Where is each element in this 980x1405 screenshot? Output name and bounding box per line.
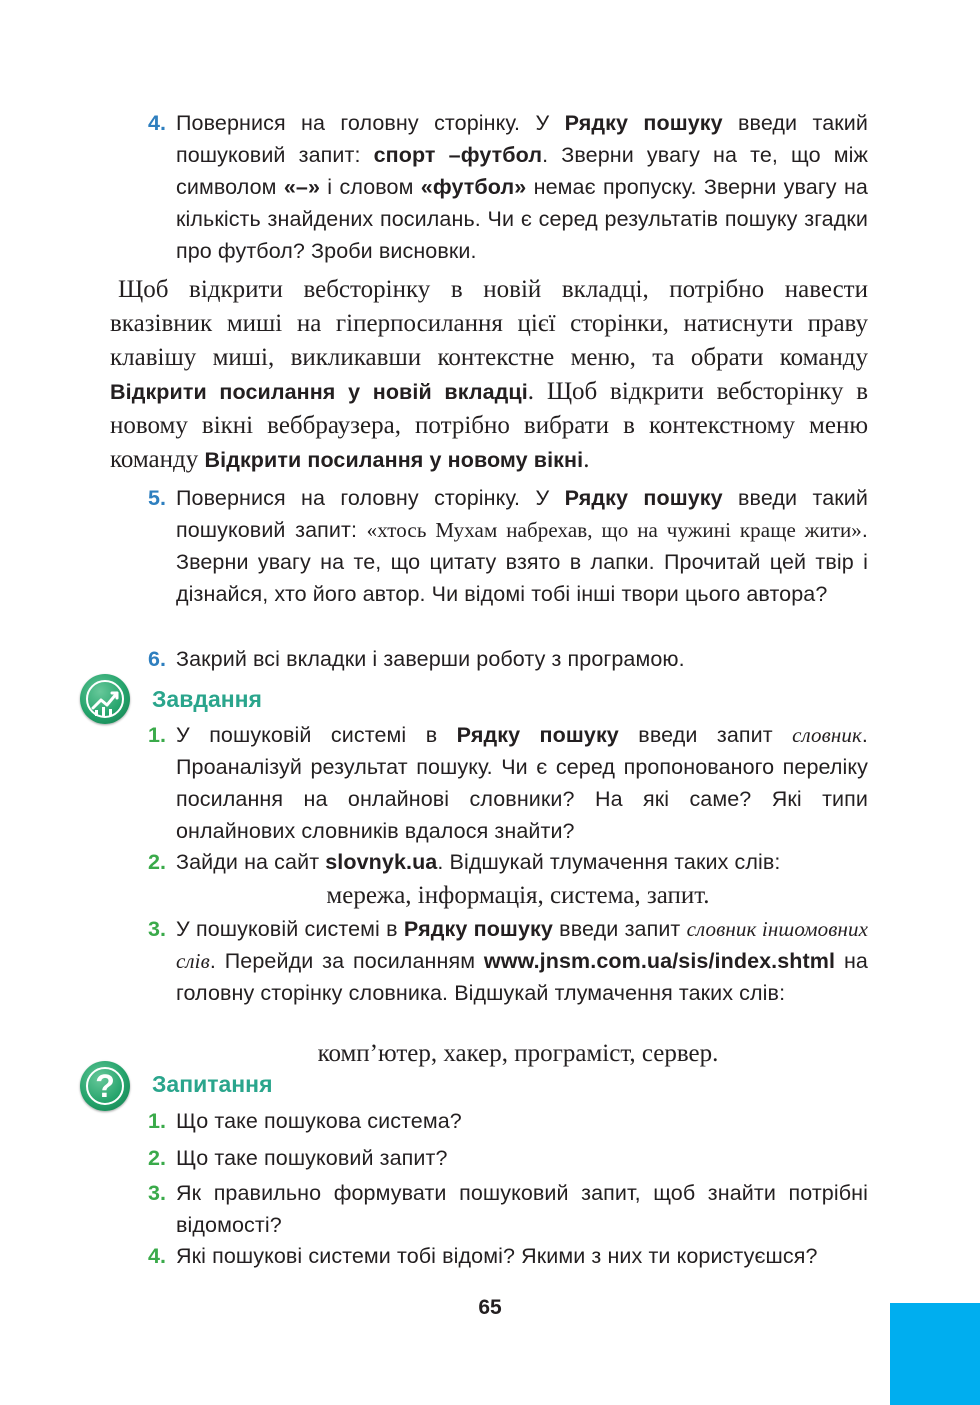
task-item-3 bbox=[148, 913, 868, 1009]
task-item-1 bbox=[148, 719, 868, 847]
list-item-6 bbox=[148, 643, 868, 675]
item-text: Що таке пошукова система? bbox=[176, 1109, 462, 1133]
item-number: 2. bbox=[148, 1146, 167, 1170]
question-item-4 bbox=[148, 1240, 878, 1272]
list-item-4 bbox=[148, 107, 868, 267]
item-text: У пошуковій системі в Рядку пошуку введи запит словник іншомовних слів. Перейди за посиланням www.jnsm.com.ua/sis/index.shtml на головну сторінку словника. Відшукай тлумачення таких слів: bbox=[176, 917, 868, 1005]
task-item-2 bbox=[148, 846, 868, 878]
page-edge-tab bbox=[890, 1303, 980, 1405]
page-number: 65 bbox=[478, 1296, 502, 1319]
item-text: Закрий всі вкладки і заверши роботу з програмою. bbox=[176, 647, 685, 671]
item-number: 2. bbox=[148, 850, 167, 874]
item-number: 3. bbox=[148, 1181, 167, 1205]
item-number: 5. bbox=[148, 486, 167, 510]
item-text: Як правильно формувати пошуковий запит, щоб знайти потрібні відомості? bbox=[176, 1181, 868, 1237]
item-number: 4. bbox=[148, 1244, 167, 1268]
list-item-5 bbox=[148, 482, 868, 610]
question-icon: ? bbox=[80, 1061, 130, 1111]
item-number: 3. bbox=[148, 917, 167, 941]
item-text: Повернися на головну сторінку. У Рядку пошуку введи такий пошуковий запит: спорт –футбол. Зверни увагу на те, що між символом «–» і словом «футбол» немає пропуску. Зверни увагу на кількість знайдених посилань. Чи є серед результатів пошуку згадки про футбол? Зроби висновки. bbox=[176, 111, 869, 263]
word-list-2: комп’ютер, хакер, програміст, сервер. bbox=[317, 1040, 719, 1067]
item-number: 6. bbox=[148, 647, 167, 671]
item-text: Які пошукові системи тобі відомі? Якими з них ти користуєшся? bbox=[176, 1244, 818, 1268]
question-item-2 bbox=[148, 1142, 868, 1174]
item-number: 4. bbox=[148, 111, 167, 135]
questions-heading: Запитання bbox=[152, 1071, 273, 1097]
word-list-1: мережа, інформація, система, запит. bbox=[326, 882, 710, 909]
item-text: Повернися на головну сторінку. У Рядку пошуку введи такий пошуковий запит: «хтось Мухам набрехав, що на чужині краще жити». Зверни увагу на те, що цитату взято в лапки. Прочитай цей твір і дізнайся, хто його автор. Чи відомі тобі інші твори цього автора? bbox=[176, 486, 869, 606]
item-number: 1. bbox=[148, 1109, 167, 1133]
tasks-heading: Завдання bbox=[152, 686, 262, 712]
item-number: 1. bbox=[148, 723, 167, 747]
question-item-3 bbox=[148, 1177, 868, 1241]
item-text: Зайди на сайт slovnyk.ua. Відшукай тлумачення таких слів: bbox=[176, 850, 781, 874]
item-text: У пошуковій системі в Рядку пошуку введи запит словник. Проаналізуй результат пошуку. Чи є серед пропонованого переліку посилання на онлайнові словники? На які саме? Які типи онлайнових словників вдалося знайти? bbox=[176, 723, 868, 843]
chart-icon bbox=[80, 674, 130, 724]
body-paragraph: Щоб відкрити вебсторінку в новій вкладці, потрібно навести вказівник миші на гіперпосилання цієї сторінки, натиснути праву клавішу миші, викликавши контекстне меню, та обрати команду Відкрити посилання у новій вкладці. Щоб відкрити вебсторінку в новому вікні веббраузера, потрібно вибрати в контекстному меню команду Відкрити посилання у новому вікні. bbox=[110, 276, 869, 473]
question-item-1 bbox=[148, 1105, 868, 1137]
item-text: Що таке пошуковий запит? bbox=[176, 1146, 448, 1170]
